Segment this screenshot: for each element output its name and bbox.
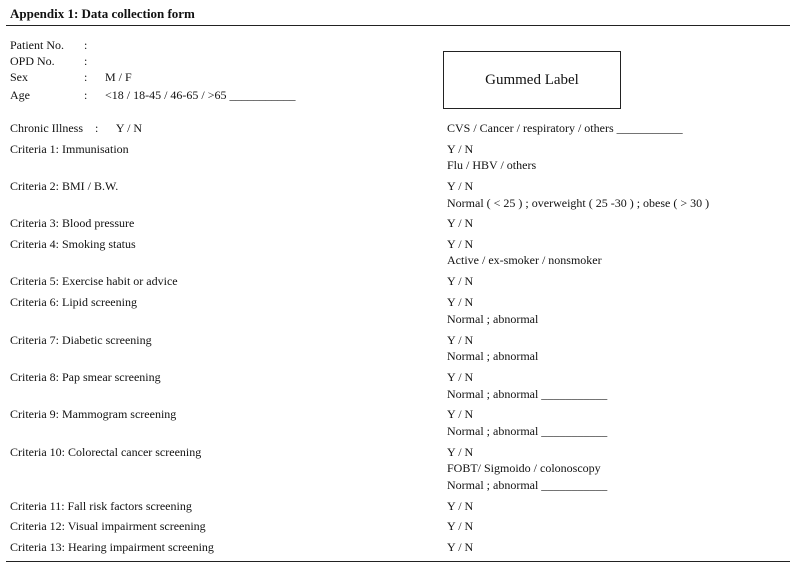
row-label: Criteria 4: Smoking status [10, 237, 136, 251]
row-right-line: Y / N [447, 407, 474, 421]
row-label: Criteria 3: Blood pressure [10, 216, 135, 230]
row-right-line: Y / N [447, 237, 474, 251]
row-label: Criteria 5: Exercise habit or advice [10, 274, 178, 288]
row-right-line: Y / N [447, 519, 474, 533]
row-right-line: Y / N [447, 445, 474, 459]
age-value: <18 / 18-45 / 46-65 / >65 ___________ [105, 88, 296, 102]
row-right-line: Y / N [447, 540, 474, 554]
row-right-line: Y / N [447, 216, 474, 230]
row-label: Chronic Illness : Y / N [10, 121, 143, 135]
row-right-line: Y / N [447, 179, 474, 193]
row-right-line: Flu / HBV / others [447, 158, 537, 172]
row-label: Criteria 6: Lipid screening [10, 295, 137, 309]
form-title: Appendix 1: Data collection form [10, 6, 195, 21]
row-right-line: Active / ex-smoker / nonsmoker [447, 253, 602, 267]
opd-no-colon: : [84, 54, 88, 68]
row-label: Criteria 8: Pap smear screening [10, 370, 161, 384]
row-right-line: Y / N [447, 295, 474, 309]
row-right-line: Normal ; abnormal [447, 349, 539, 363]
row-right-line: CVS / Cancer / respiratory / others ___________ [447, 121, 683, 135]
age-label: Age [10, 88, 30, 102]
gummed-label-box [443, 51, 621, 109]
row-right-line: Y / N [447, 333, 474, 347]
row-label: Criteria 13: Hearing impairment screening [10, 540, 214, 554]
row-right-line: Normal ; abnormal ___________ [447, 387, 608, 401]
top-rule [6, 25, 790, 26]
gummed-label-text: Gummed Label [485, 71, 579, 88]
row-label: Criteria 7: Diabetic screening [10, 333, 152, 347]
sex-label: Sex [10, 70, 28, 84]
row-right-line: Normal ; abnormal ___________ [447, 478, 608, 492]
opd-no-label: OPD No. [10, 54, 55, 68]
row-label: Criteria 12: Visual impairment screening [10, 519, 206, 533]
row-label: Criteria 1: Immunisation [10, 142, 129, 156]
row-right-line: Y / N [447, 499, 474, 513]
row-right-line: Y / N [447, 370, 474, 384]
patient-no-label: Patient No. [10, 38, 64, 52]
row-label: Criteria 10: Colorectal cancer screening [10, 445, 202, 459]
row-right-line: Normal ; abnormal ___________ [447, 424, 608, 438]
row-label: Criteria 11: Fall risk factors screening [10, 499, 192, 513]
sex-value: M / F [105, 70, 132, 84]
row-right-line: Normal ( < 25 ) ; overweight ( 25 -30 ) ; obese ( > 30 ) [447, 196, 710, 210]
patient-no-colon: : [84, 38, 88, 52]
row-label: Criteria 9: Mammogram screening [10, 407, 177, 421]
sex-colon: : [84, 70, 88, 84]
bottom-rule [6, 561, 790, 562]
row-right-line: Normal ; abnormal [447, 312, 539, 326]
row-right-line: Y / N [447, 274, 474, 288]
row-right-line: Y / N [447, 142, 474, 156]
row-label: Criteria 2: BMI / B.W. [10, 179, 119, 193]
age-colon: : [84, 88, 88, 102]
row-right-line: FOBT/ Sigmoido / colonoscopy [447, 461, 601, 475]
